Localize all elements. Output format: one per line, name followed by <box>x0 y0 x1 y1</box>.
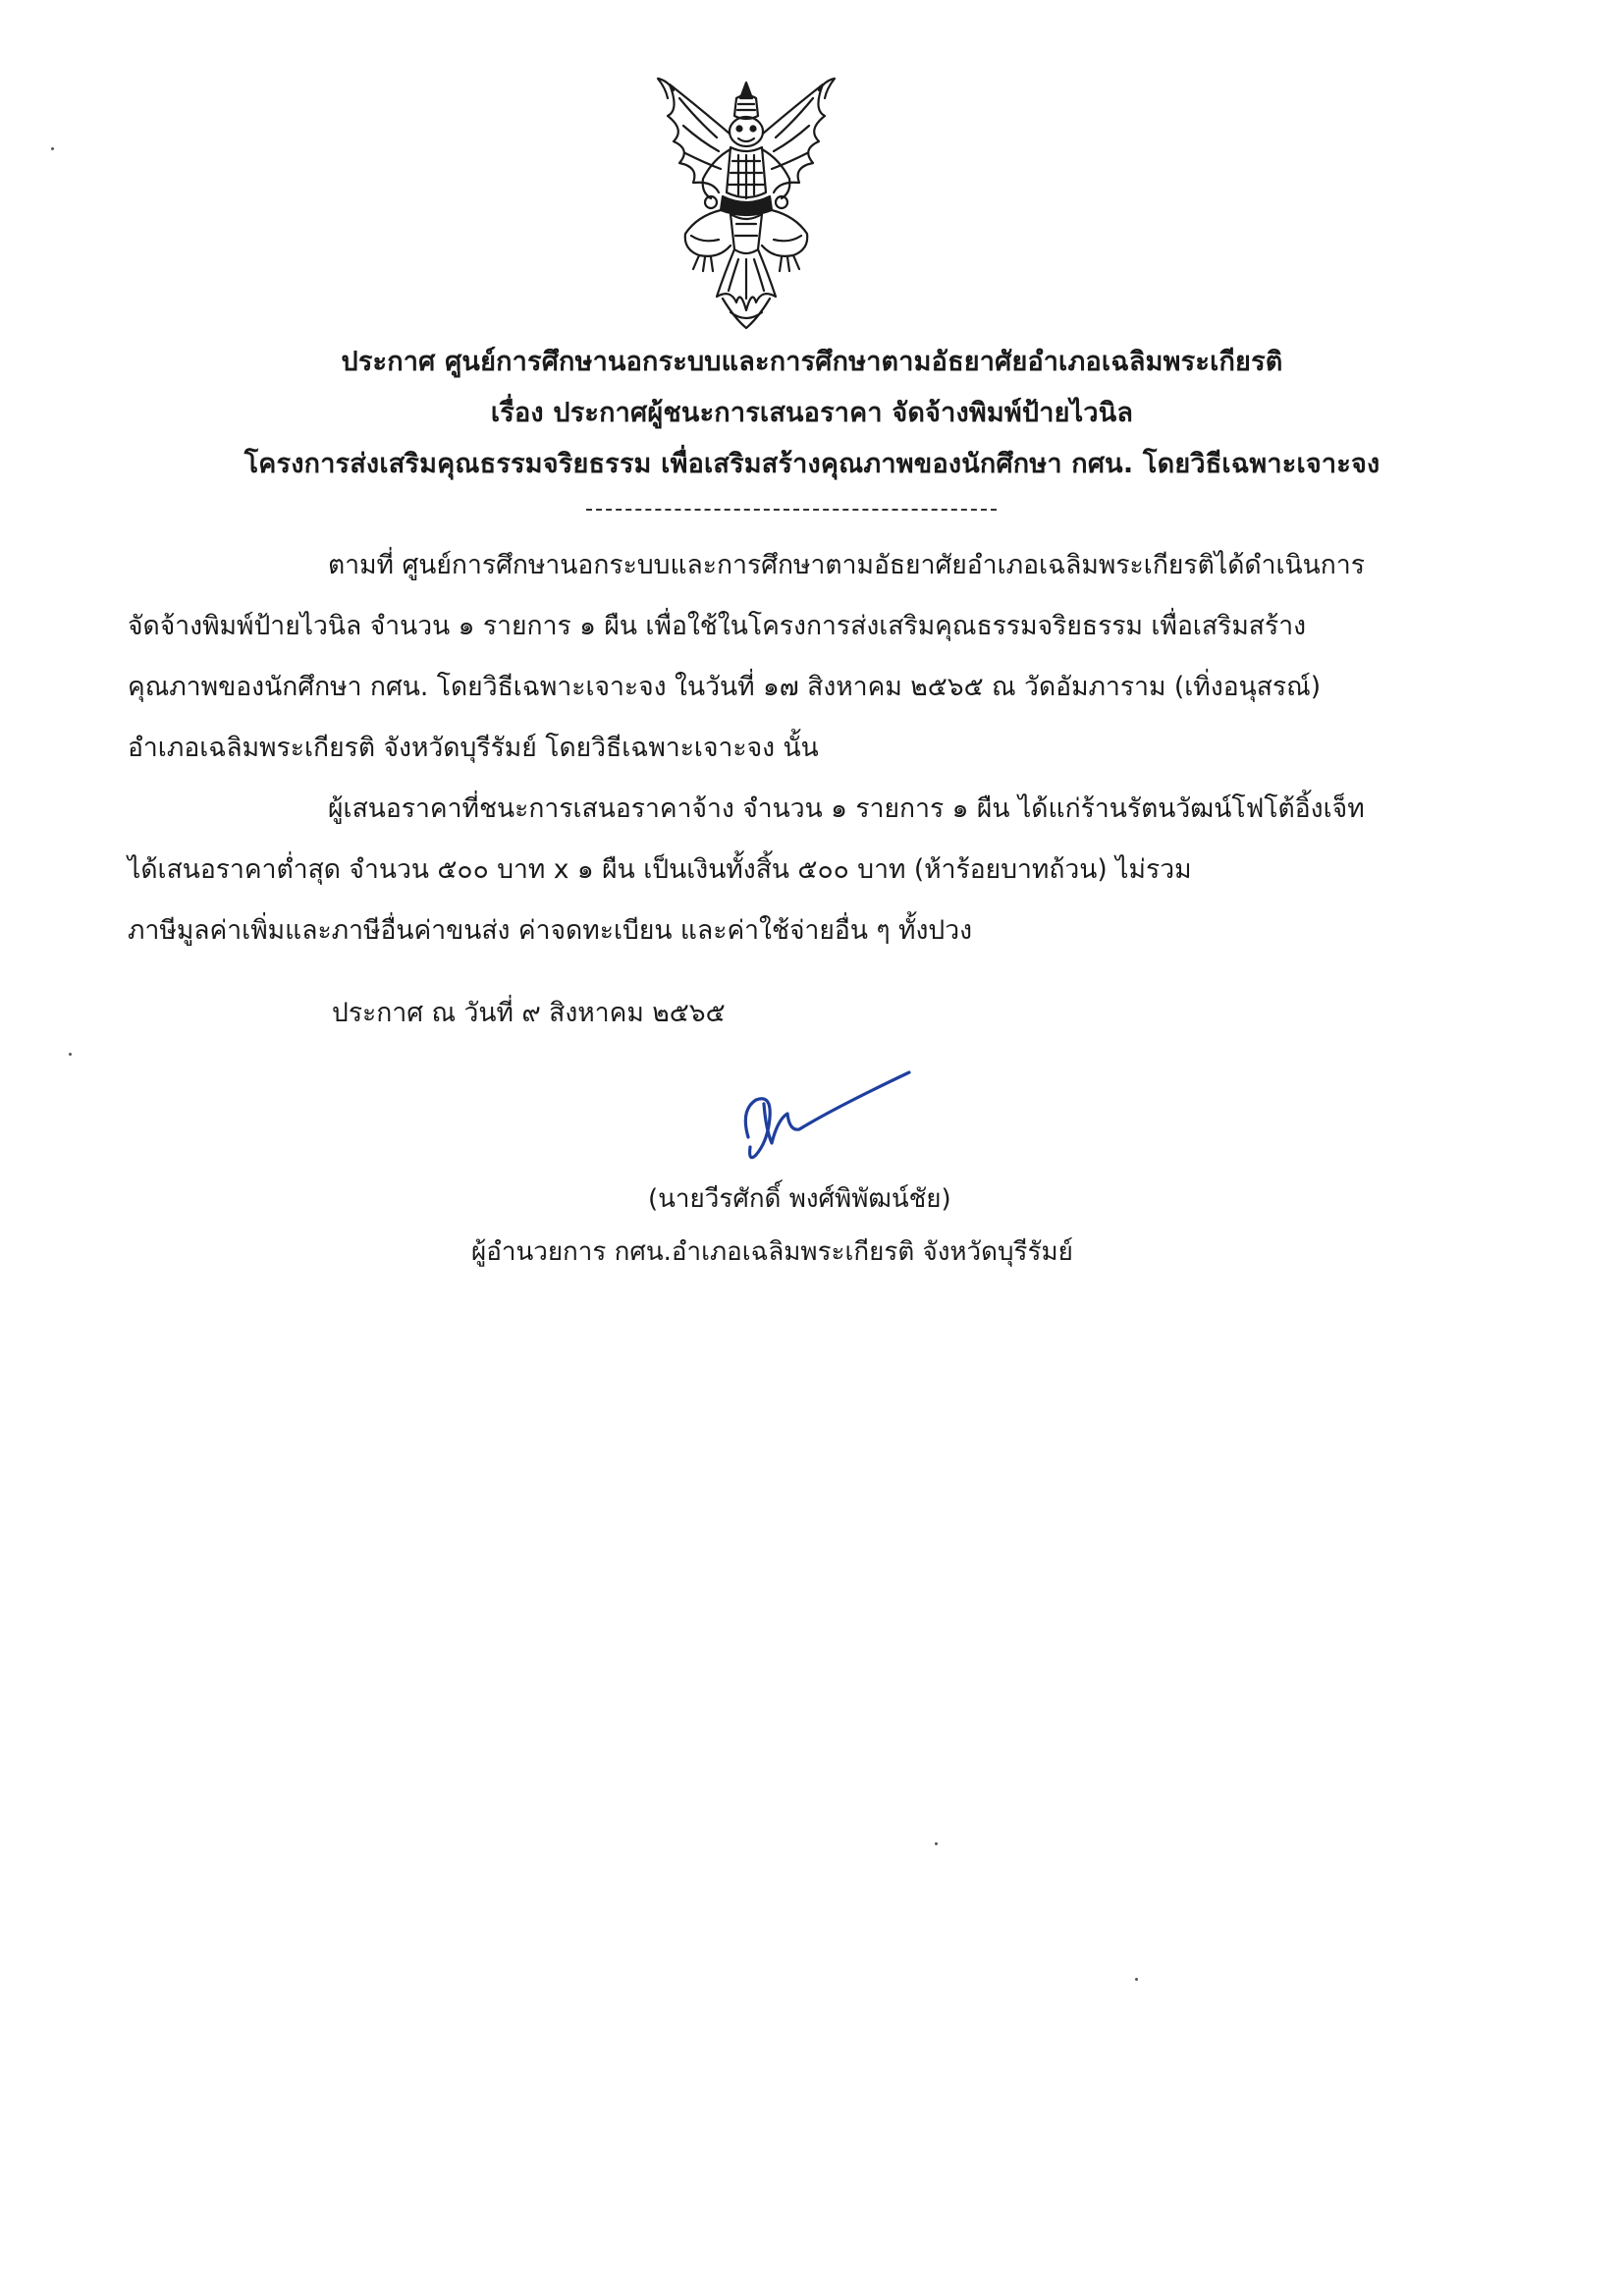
announcement-title: ประกาศ ศูนย์การศึกษานอกระบบและการศึกษาตามอัธยาศัยอำเภอเฉลิมพระเกียรติ <box>341 347 1283 377</box>
paragraph2-line2: ได้เสนอราคาต่ำสุด จำนวน ๕๐๐ บาท x ๑ ผืน เป็นเงินทั้งสิ้น ๕๐๐ บาท (ห้าร้อยบาทถ้วน) ไม่รวม <box>128 854 1192 885</box>
announcement-date: ประกาศ ณ วันที่ ๙ สิงหาคม ๒๕๖๕ <box>332 998 726 1028</box>
paragraph1-line3: คุณภาพของนักศึกษา กศน. โดยวิธีเฉพาะเจาะจง ในวันที่ ๑๗ สิงหาคม ๒๕๖๕ ณ วัดอัมภาราม (เทิ่งอนุสรณ์) <box>128 672 1322 702</box>
signer-title: ผู้อำนวยการ กศน.อำเภอเฉลิมพระเกียรติ จังหวัดบุรีรัมย์ <box>471 1237 1073 1267</box>
garuda-emblem-icon <box>628 77 864 334</box>
scan-speck <box>51 147 54 150</box>
paragraph1-line1: ตามที่ ศูนย์การศึกษานอกระบบและการศึกษาตามอัธยาศัยอำเภอเฉลิมพระเกียรติได้ดำเนินการ <box>328 550 1365 580</box>
scan-speck <box>935 1842 938 1845</box>
announcement-subject: เรื่อง ประกาศผู้ชนะการเสนอราคา จัดจ้างพิมพ์ป้ายไวนิล <box>490 398 1134 428</box>
paragraph1-line2: จัดจ้างพิมพ์ป้ายไวนิล จำนวน ๑ รายการ ๑ ผืน เพื่อใช้ในโครงการส่งเสริมคุณธรรมจริยธรรม เพื่อเสริมสร้าง <box>128 611 1307 641</box>
paragraph2-line1: ผู้เสนอราคาที่ชนะการเสนอราคาจ้าง จำนวน ๑ รายการ ๑ ผืน ได้แก่ร้านรัตนวัฒน์โฟโต้อิ้งเจ็ท <box>328 793 1365 824</box>
scan-speck <box>69 1053 72 1056</box>
paragraph2-line3: ภาษีมูลค่าเพิ่มและภาษีอื่นค่าขนส่ง ค่าจดทะเบียน และค่าใช้จ่ายอื่น ๆ ทั้งปวง <box>128 915 973 946</box>
handwritten-signature <box>727 1061 923 1169</box>
signer-name: (นายวีรศักดิ์ พงศ์พิพัฒน์ชัย) <box>648 1184 951 1214</box>
announcement-project: โครงการส่งเสริมคุณธรรมจริยธรรม เพื่อเสริมสร้างคุณภาพของนักศึกษา กศน. โดยวิธีเฉพาะเจาะจง <box>244 449 1380 479</box>
heading-divider <box>586 509 997 511</box>
scan-speck <box>1135 1978 1138 1981</box>
paragraph1-line4: อำเภอเฉลิมพระเกียรติ จังหวัดบุรีรัมย์ โดยวิธีเฉพาะเจาะจง นั้น <box>128 733 819 763</box>
